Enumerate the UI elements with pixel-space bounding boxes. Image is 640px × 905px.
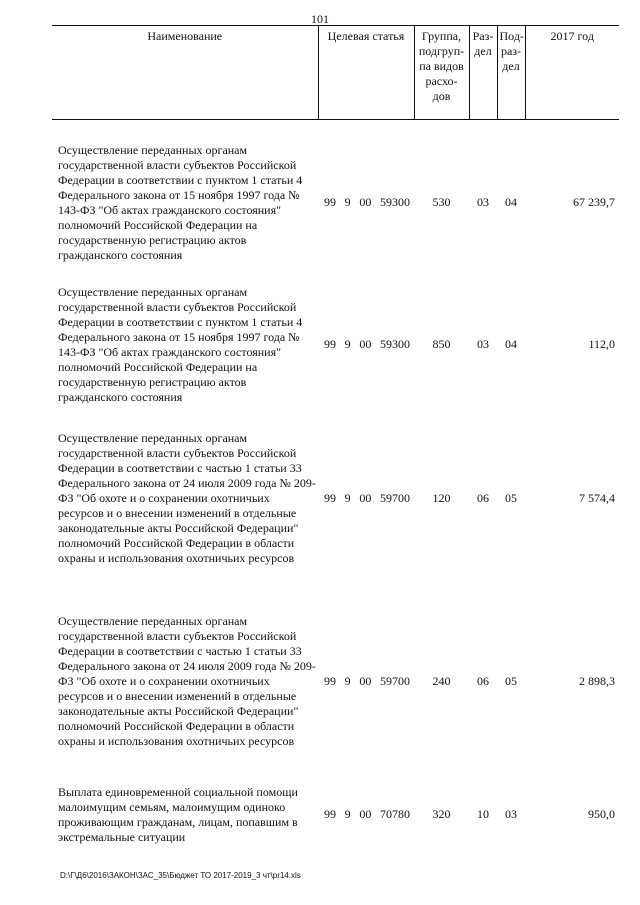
- table-row: [52, 407, 619, 590]
- header-target: Целевая статья: [318, 26, 414, 120]
- row-target: 99 9 00 59300: [324, 195, 410, 209]
- table-row: [52, 782, 619, 847]
- header-name: Наименование: [52, 26, 318, 120]
- row-amount: 950,0: [588, 807, 615, 821]
- footer-file-path: D:\Г\Д6\2016\ЗАКОН\ЗАС_35\Бюджет ТО 2017-2019_3 чт\pr14.xls: [60, 871, 301, 880]
- row-group: 240: [432, 674, 451, 688]
- row-section: 10: [477, 807, 489, 821]
- row-target: 99 9 00 70780: [324, 807, 410, 821]
- budget-table: [52, 25, 619, 847]
- row-name: Выплата единовременной социальной помощи малоимущим семьям, малоимущим одиноко проживающим гражданам, лицам, попавшим в экстремальные ситуации: [58, 784, 298, 844]
- row-amount: 7 574,4: [579, 491, 615, 505]
- row-section: 06: [477, 491, 489, 505]
- row-amount: 112,0: [588, 337, 615, 351]
- row-amount: 2 898,3: [579, 674, 615, 688]
- row-subsection: 04: [505, 195, 517, 209]
- row-section: 03: [477, 195, 489, 209]
- row-group: 850: [432, 337, 451, 351]
- row-target: 99 9 00 59700: [324, 491, 410, 505]
- row-group: 320: [432, 807, 451, 821]
- row-name: Осуществление переданных органам государственной власти субъектов Российской Федерации в соответствии с частью 1 статьи 33 Федерального закона от 24 июля 2009 года № 209-ФЗ "Об охоте и о сохранении охотничьих ресурсов и о внесении изменений в отдельные законодательные акты Российской Федерации" полномочий Российской Федерации в области охраны и использования охотничьих ресурсов: [58, 614, 316, 748]
- row-section: 06: [477, 674, 489, 688]
- row-amount: 67 239,7: [573, 195, 615, 209]
- page-number: 101: [311, 12, 329, 26]
- header-year: 2017 год: [525, 26, 619, 120]
- row-name: Осуществление переданных органам государственной власти субъектов Российской Федерации в соответствии с пунктом 1 статьи 4 Федерального закона от 15 ноября 1997 года № 143-ФЗ "Об актах гражданского состояния" полномочий Российской Федерации на государственную регистрацию актов гражданского состояния: [58, 142, 303, 262]
- table-row: [52, 282, 619, 407]
- row-subsection: 05: [505, 674, 517, 688]
- header-group: Группа, подгруп- па видов расхо- дов: [414, 26, 469, 120]
- row-subsection: 03: [505, 807, 517, 821]
- row-target: 99 9 00 59700: [324, 674, 410, 688]
- row-section: 03: [477, 337, 489, 351]
- header-row: [52, 26, 619, 120]
- header-section: Раз- дел: [469, 26, 497, 120]
- row-group: 530: [432, 195, 451, 209]
- header-subsection: Под- раз- дел: [497, 26, 525, 120]
- row-subsection: 04: [505, 337, 517, 351]
- row-name: Осуществление переданных органам государственной власти субъектов Российской Федерации в соответствии с пунктом 1 статьи 4 Федерального закона от 15 ноября 1997 года № 143-ФЗ "Об актах гражданского состояния" полномочий Российской Федерации на государственную регистрацию актов гражданского состояния: [58, 284, 303, 404]
- row-group: 120: [432, 491, 451, 505]
- row-target: 99 9 00 59300: [324, 337, 410, 351]
- row-subsection: 05: [505, 491, 517, 505]
- table-row: [52, 140, 619, 265]
- row-name: Осуществление переданных органам государственной власти субъектов Российской Федерации в соответствии с частью 1 статьи 33 Федерального закона от 24 июля 2009 года № 209-ФЗ "Об охоте и о сохранении охотничьих ресурсов и о внесении изменений в отдельные законодательные акты Российской Федерации" полномочий Российской Федерации в области охраны и использования охотничьих ресурсов: [58, 431, 316, 565]
- table-row: [52, 590, 619, 773]
